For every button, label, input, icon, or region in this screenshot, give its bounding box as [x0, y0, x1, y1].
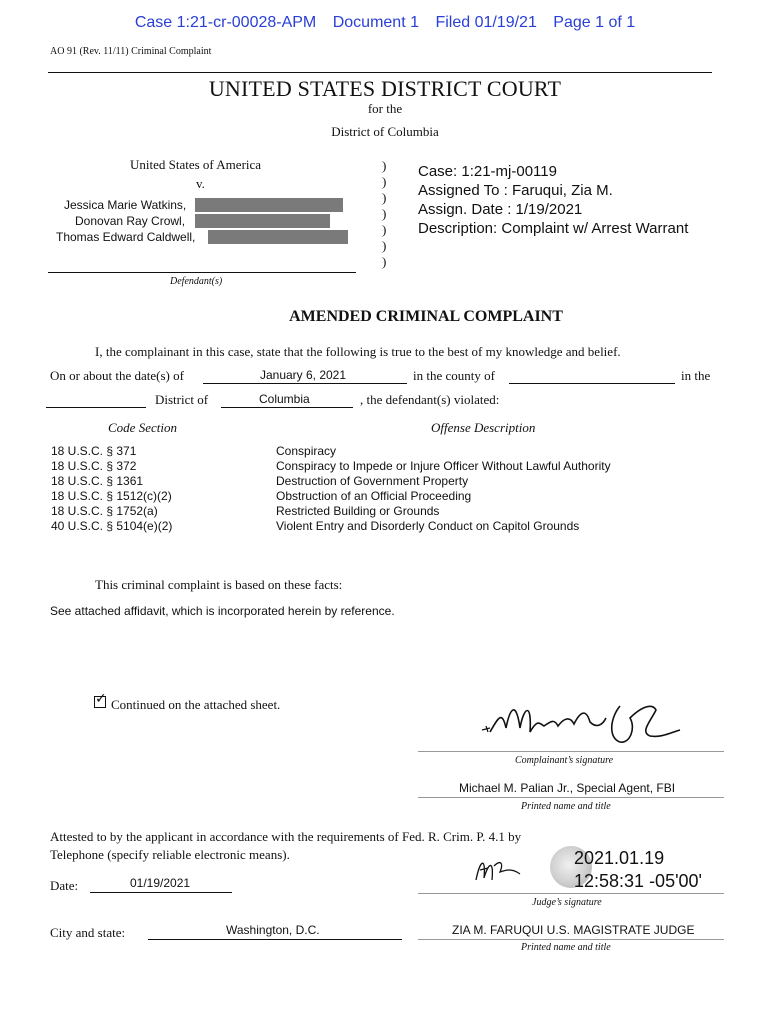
judge-name-line — [418, 939, 724, 940]
judge-signature-image — [470, 850, 530, 890]
filing-case-number: Case 1:21-cr-00028-APM — [134, 14, 317, 31]
city-state-label: City and state: — [50, 925, 126, 940]
on-or-about-label: On or about the date(s) of — [50, 368, 184, 383]
code-section-item: 18 U.S.C. § 371 — [51, 444, 137, 458]
versus-label: v. — [196, 176, 205, 191]
defendant-name: Thomas Edward Caldwell, — [56, 230, 196, 244]
caption-paren: ) — [382, 238, 387, 253]
code-section-item: 18 U.S.C. § 372 — [51, 459, 137, 473]
filing-page-number: Page 1 of 1 — [553, 14, 636, 31]
court-for-the: for the — [367, 101, 403, 116]
caption-paren: ) — [382, 254, 387, 269]
court-title: UNITED STATES DISTRICT COURT — [208, 76, 562, 101]
redaction-bar — [208, 230, 348, 244]
complaint-statement: I, the complainant in this case, state that the following is true to the best of my knowledge and belief. — [95, 344, 621, 359]
code-section-header: Code Section — [108, 420, 177, 435]
date-field — [90, 876, 232, 893]
offense-item: Conspiracy — [276, 444, 337, 458]
facts-intro: This criminal complaint is based on these facts: — [95, 577, 343, 592]
case-description: Description: Complaint w/ Arrest Warrant — [418, 220, 689, 237]
district-of-label: District of — [155, 392, 209, 407]
complainant-signature-image — [480, 688, 690, 752]
case-number: Case: 1:21-mj-00119 — [418, 163, 557, 180]
caption-paren: ) — [382, 190, 387, 205]
offense-item: Conspiracy to Impede or Injure Officer Without Lawful Authority — [276, 459, 611, 473]
caption-paren: ) — [382, 222, 387, 237]
case-assigned: Assigned To : Faruqui, Zia M. — [418, 182, 613, 199]
redaction-bar — [195, 214, 330, 228]
judge-printed-name: ZIA M. FARUQUI U.S. MAGISTRATE JUDGE — [452, 923, 695, 937]
date-value: 01/19/2021 — [130, 876, 191, 890]
code-section-item: 18 U.S.C. § 1512(c)(2) — [51, 489, 172, 503]
offense-item: Violent Entry and Disorderly Conduct on Capitol Grounds — [276, 519, 580, 533]
complaint-title: AMENDED CRIMINAL COMPLAINT — [289, 308, 563, 325]
defendants-line — [48, 272, 356, 273]
case-assign-date: Assign. Date : 1/19/2021 — [418, 201, 583, 218]
defendant-name: Jessica Marie Watkins, — [64, 198, 187, 212]
complainant-signature-label: Complainant’s signature — [515, 755, 614, 766]
code-section-item: 18 U.S.C. § 1361 — [51, 474, 144, 488]
facts-text: See attached affidavit, which is incorporated herein by reference. — [50, 604, 395, 618]
date-label: Date: — [50, 878, 79, 893]
attestation-line-2: Telephone (specify reliable electronic means). — [50, 847, 290, 862]
caption-paren: ) — [382, 158, 387, 173]
attestation-line-1: Attested to by the applicant in accordance with the requirements of Fed. R. Crim. P. 4.1 by — [50, 829, 522, 844]
judge-signature-line — [418, 893, 724, 894]
judge-printed-label: Printed name and title — [521, 942, 611, 953]
code-section-item: 40 U.S.C. § 5104(e)(2) — [51, 519, 173, 533]
district-value: Columbia — [259, 392, 310, 406]
court-divider — [48, 72, 712, 73]
county-field — [509, 368, 675, 384]
in-county-label: in the county of — [413, 368, 495, 383]
filing-header — [0, 14, 770, 32]
caption-paren: ) — [382, 206, 387, 221]
complainant-printed-name: Michael M. Palian Jr., Special Agent, FBI — [459, 781, 676, 795]
violated-label: , the defendant(s) violated: — [360, 392, 500, 407]
digital-stamp-date: 2021.01.19 — [574, 848, 665, 868]
redaction-bar — [195, 198, 343, 212]
offense-description-list — [276, 444, 611, 534]
court-district: District of Columbia — [331, 124, 439, 139]
digital-stamp-time: 12:58:31 -05'00' — [574, 871, 702, 891]
plaintiff-name: United States of America — [130, 157, 262, 172]
offense-date-field — [203, 368, 407, 384]
offense-item: Obstruction of an Official Proceeding — [276, 489, 472, 503]
complainant-printed-label: Printed name and title — [521, 801, 611, 812]
code-section-list — [51, 444, 172, 534]
in-the-label: in the — [681, 368, 711, 383]
offense-description-header: Offense Description — [431, 420, 536, 435]
district-field — [221, 392, 353, 408]
defendants-label: Defendant(s) — [170, 276, 223, 287]
offense-date-value: January 6, 2021 — [259, 368, 347, 382]
form-identifier: AO 91 (Rev. 11/11) Criminal Complaint — [50, 46, 212, 57]
judge-signature-label: Judge’s signature — [532, 897, 602, 908]
offense-item: Destruction of Government Property — [276, 474, 469, 488]
filing-date: Filed 01/19/21 — [435, 14, 537, 31]
city-state-field — [148, 923, 402, 940]
city-state-value: Washington, D.C. — [226, 923, 320, 937]
continued-label: Continued on the attached sheet. — [111, 697, 281, 712]
defendant-name: Donovan Ray Crowl, — [75, 214, 186, 228]
complainant-signature-line — [418, 751, 724, 752]
check-icon: ✓ — [95, 690, 107, 706]
complainant-name-line — [418, 797, 724, 798]
district-prefix-field — [46, 392, 146, 408]
offense-item: Restricted Building or Grounds — [276, 504, 440, 518]
filing-document-number: Document 1 — [332, 14, 419, 31]
caption-paren: ) — [382, 174, 387, 189]
code-section-item: 18 U.S.C. § 1752(a) — [51, 504, 158, 518]
